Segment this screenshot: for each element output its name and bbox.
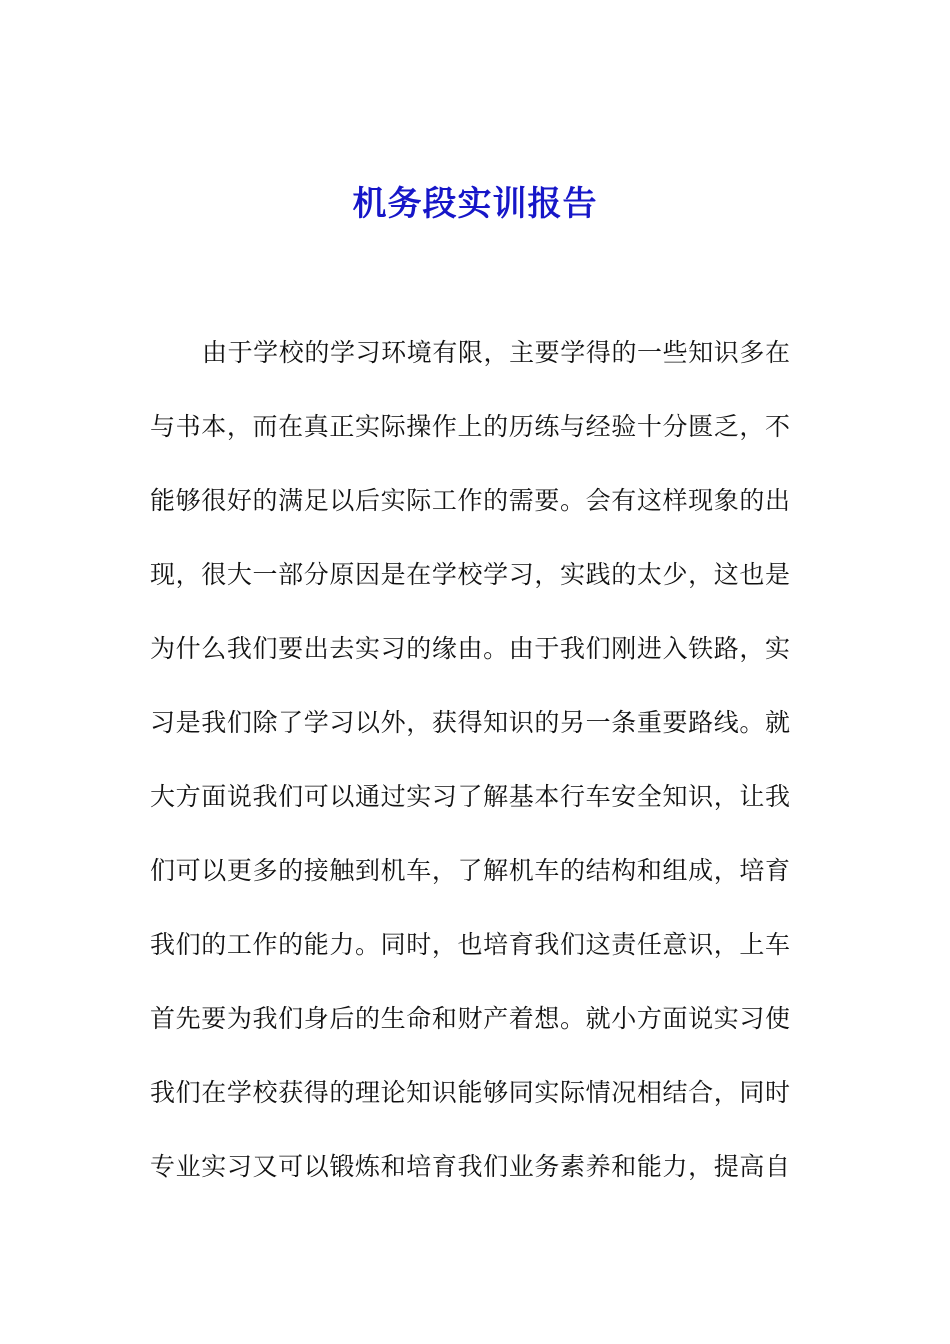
body-line: 为什么我们要出去实习的缘由。由于我们刚进入铁路，实 xyxy=(150,634,790,663)
body-line: 我们在学校获得的理论知识能够同实际情况相结合，同时 xyxy=(150,1078,790,1107)
body-line: 专业实习又可以锻炼和培育我们业务素养和能力，提高自 xyxy=(150,1152,790,1181)
body-line: 由于学校的学习环境有限，主要学得的一些知识多在 xyxy=(202,338,790,367)
body-line: 习是我们除了学习以外，获得知识的另一条重要路线。就 xyxy=(150,708,790,737)
body-line: 们可以更多的接触到机车，了解机车的结构和组成，培育 xyxy=(150,856,790,885)
body-line: 我们的工作的能力。同时，也培育我们这责任意识，上车 xyxy=(150,930,790,959)
document-title: 机务段实训报告 xyxy=(352,184,598,224)
body-line: 与书本，而在真正实际操作上的历练与经验十分匮乏，不 xyxy=(150,412,790,441)
body-line: 能够很好的满足以后实际工作的需要。会有这样现象的出 xyxy=(150,486,790,515)
body-line: 现，很大一部分原因是在学校学习，实践的太少，这也是 xyxy=(150,560,790,589)
body-line: 大方面说我们可以通过实习了解基本行车安全知识，让我 xyxy=(150,782,790,811)
body-line: 首先要为我们身后的生命和财产着想。就小方面说实习使 xyxy=(150,1004,790,1033)
document-body xyxy=(150,327,790,1215)
